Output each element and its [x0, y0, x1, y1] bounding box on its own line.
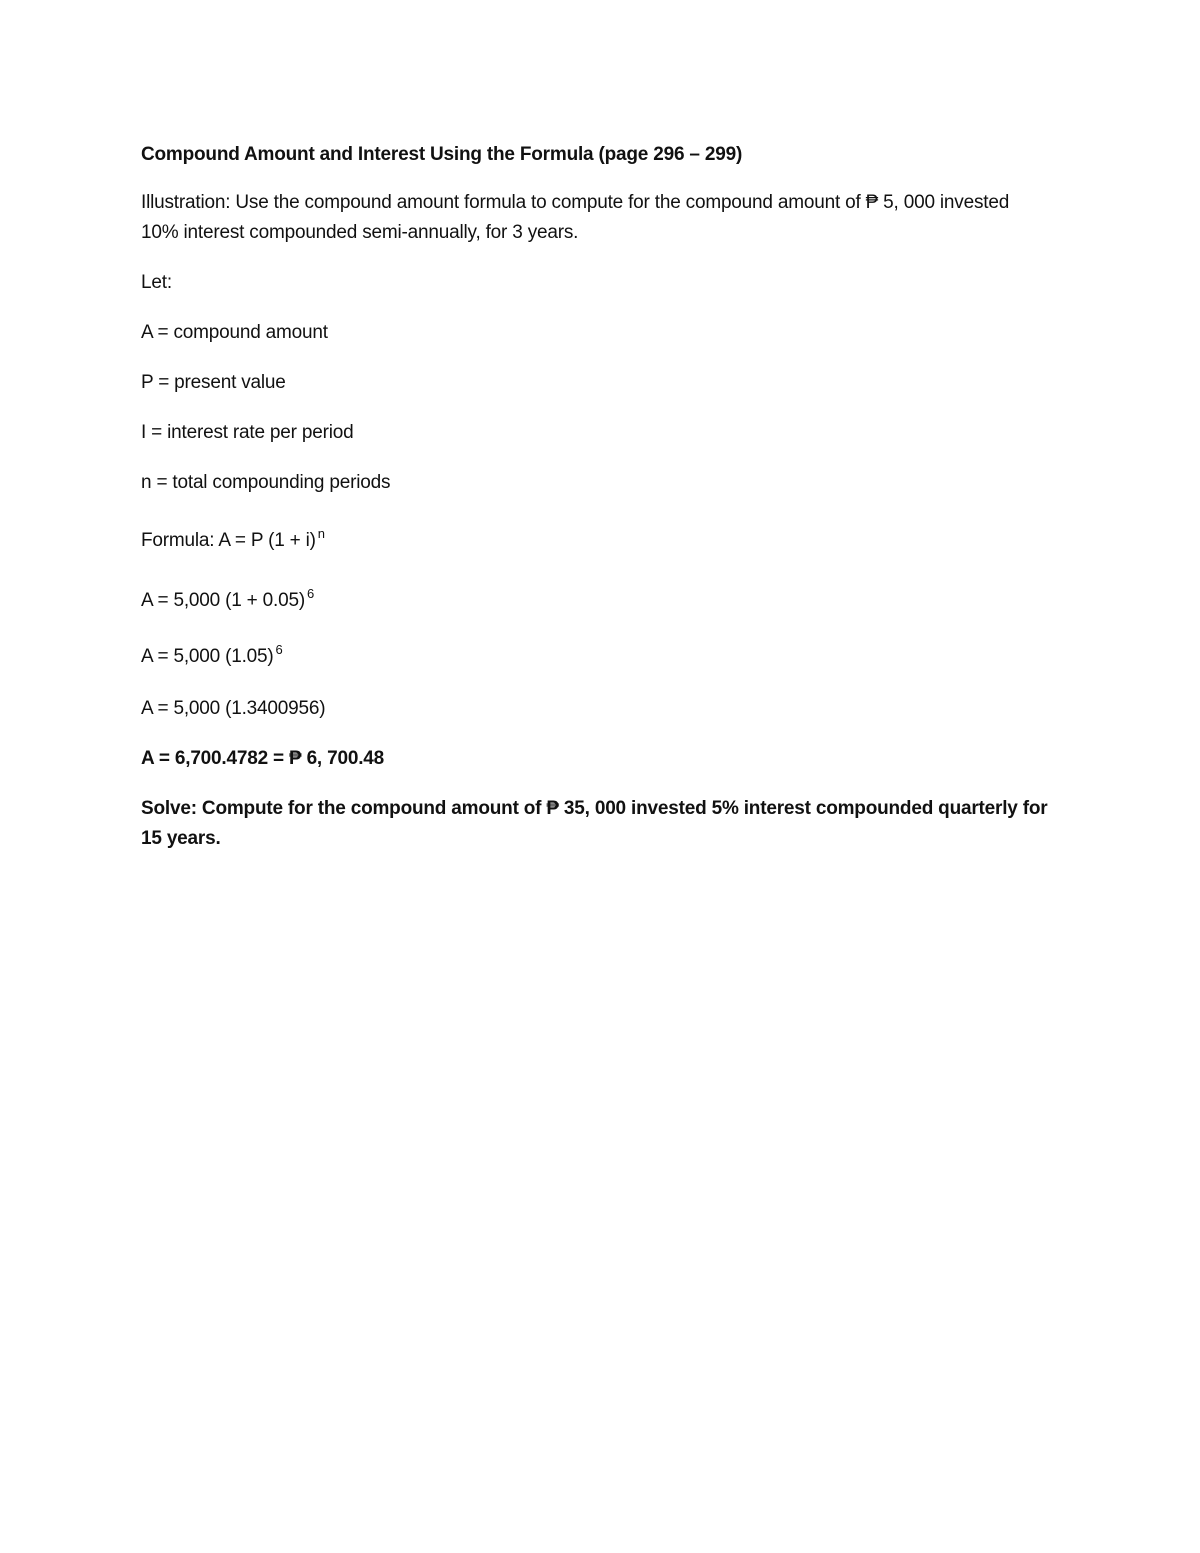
- illustration-paragraph: [141, 188, 1051, 248]
- definition-present-value: P = present value: [141, 372, 286, 393]
- solve-text: Compute for the compound amount of ₱ 35, 000 invested 5% interest compounded quarterly for 15 years.: [141, 798, 1048, 849]
- step-line: [141, 586, 314, 616]
- illustration-label: Illustration:: [141, 192, 231, 213]
- definition-compounding-periods: n = total compounding periods: [141, 472, 391, 493]
- definition-compound-amount: A = compound amount: [141, 322, 328, 343]
- let-label: Let:: [141, 272, 172, 293]
- illustration-text: Use the compound amount formula to compute for the compound amount of ₱ 5, 000 invested 10% interest compounded semi-annually, for 3 years.: [141, 192, 1010, 243]
- formula-text: Formula: A = P (1 + i): [141, 530, 316, 551]
- step-text: A = 5,000 (1.3400956): [141, 698, 326, 719]
- step-text: A = 5,000 (1 + 0.05): [141, 590, 305, 611]
- step-exponent: 6: [275, 642, 283, 657]
- step-line: [141, 642, 283, 672]
- step-exponent: 6: [306, 586, 314, 601]
- formula-line: [141, 526, 325, 556]
- page-title: Compound Amount and Interest Using the Formula (page 296 – 299): [141, 144, 743, 165]
- solve-paragraph: [141, 794, 1051, 854]
- result-line: A = 6,700.4782 = ₱ 6, 700.48: [141, 748, 385, 769]
- step-text: A = 5,000 (1.05): [141, 646, 274, 667]
- solve-label: Solve:: [141, 798, 197, 819]
- step-line: [141, 694, 325, 724]
- definition-interest-rate: I = interest rate per period: [141, 422, 354, 443]
- formula-exponent: n: [317, 526, 325, 541]
